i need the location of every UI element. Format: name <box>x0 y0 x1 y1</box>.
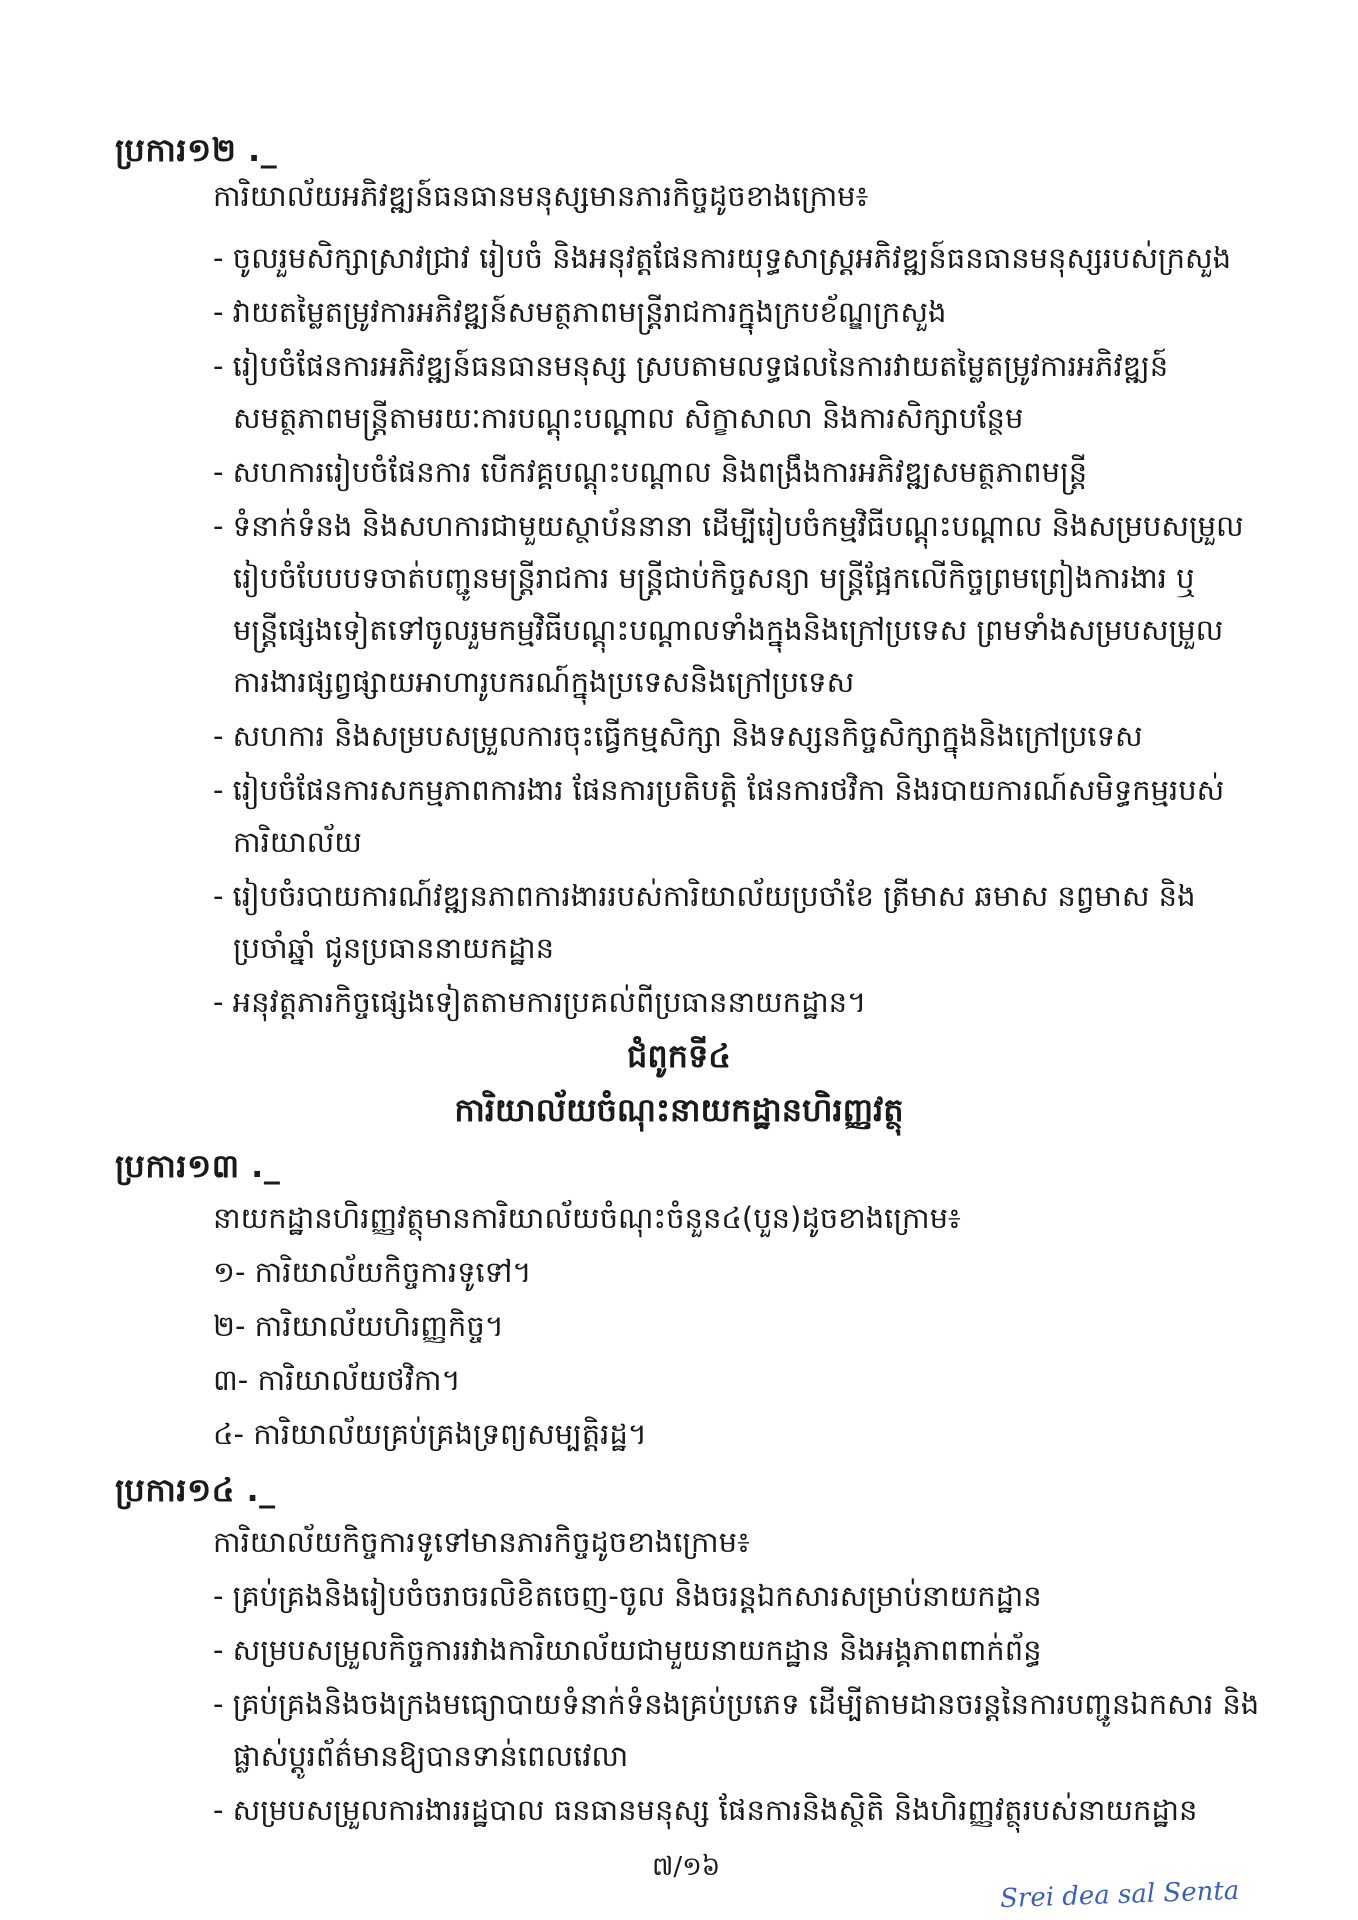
article-13-intro: នាយកដ្ឋានហិរញ្ញវត្ថុមានការិយាល័យចំណុះចំនួន៤(បួន)ដូចខាងក្រោម៖ <box>213 1201 961 1235</box>
article-14-line-1: - គ្រប់គ្រងនិងរៀបចំចរាចរលិខិតចេញ-ចូល និងចរន្តឯកសារសម្រាប់នាយកដ្ឋាន <box>213 1579 1042 1613</box>
chapter-number: ជំពូកទី៤ <box>627 1037 731 1075</box>
article-14-line-5: - សម្របសម្រួលការងាររដ្ឋបាល ធនធានមនុស្ស ផែនការនិងស្ថិតិ និងហិរញ្ញវត្ថុរបស់នាយកដ្ឋាន <box>213 1793 1198 1827</box>
article-13-item-4: ៤- ការិយាល័យគ្រប់គ្រងទ្រព្យសម្បត្តិរដ្ឋ។ <box>213 1417 647 1451</box>
article-13-item-1: ១- ការិយាល័យកិច្ចការទូទៅ។ <box>213 1255 532 1289</box>
article-12-line-10: - សហការ និងសម្របសម្រួលការចុះធ្វើកម្មសិក្សា និងទស្សនកិច្ចសិក្សាក្នុងនិងក្រៅប្រទេស <box>213 719 1143 753</box>
article-12-line-3: - រៀបចំផែនការអភិវឌ្ឍន៍ធនធានមនុស្ស ស្របតាមលទ្ធផលនៃការវាយតម្លៃតម្រូវការអភិវឌ្ឍន៍ <box>213 349 1169 383</box>
article-13-item-3: ៣- ការិយាល័យថវិកា។ <box>213 1363 461 1397</box>
article-12-line-15: - អនុវត្តភារកិច្ចផ្សេងទៀតតាមការប្រគល់ពីប្រធាននាយកដ្ឋាន។ <box>213 985 867 1019</box>
article-14-line-2: - សម្របសម្រួលកិច្ចការរវាងការិយាល័យជាមួយនាយកដ្ឋាន និងអង្គភាពពាក់ព័ន្ធ <box>213 1633 1042 1667</box>
article-12-line-9: ការងារផ្សព្វផ្សាយអាហារូបករណ៍ក្នុងប្រទេសនិងក្រៅប្រទេស <box>233 665 855 699</box>
handwritten-signature: Srei dea sal Senta <box>999 1875 1240 1915</box>
article-12-line-14: ប្រចាំឆ្នាំ ជូនប្រធាននាយកដ្ឋាន <box>233 931 555 965</box>
article-12-line-2: - វាយតម្លៃតម្រូវការអភិវឌ្ឍន៍សមត្ថភាពមន្ត្រីរាជការក្នុងក្របខ័ណ្ឌក្រសួង <box>213 295 947 329</box>
article-12-line-13: - រៀបចំរបាយការណ៍វឌ្ឍនភាពការងាររបស់ការិយាល័យប្រចាំខែ ត្រីមាស ឆមាស នព្វមាស និង <box>213 879 1196 913</box>
article-12-title: ប្រការ១២ ._ <box>115 131 278 169</box>
article-12-line-11: - រៀបចំផែនការសកម្មភាពការងារ ផែនការប្រតិបត្តិ ផែនការថវិកា និងរបាយការណ៍សមិទ្ធកម្មរបស់ <box>213 773 1225 807</box>
article-12-intro: ការិយាល័យអភិវឌ្ឍន៍ធនធានមនុស្សមានភារកិច្ចដូចខាងក្រោម៖ <box>213 179 869 213</box>
article-12-line-4: សមត្ថភាពមន្ត្រីតាមរយៈការបណ្តុះបណ្តាល សិក្ខាសាលា និងការសិក្សាបន្ថែម <box>233 401 1024 435</box>
article-13-title: ប្រការ១៣ ._ <box>115 1147 281 1185</box>
chapter-title: ការិយាល័យចំណុះនាយកដ្ឋានហិរញ្ញវត្ថុ <box>454 1091 904 1129</box>
article-12-line-5: - សហការរៀបចំផែនការ បើកវគ្គបណ្តុះបណ្តាល និងពង្រឹងការអភិវឌ្ឍសមត្ថភាពមន្ត្រី <box>213 455 1088 489</box>
article-12-line-1: - ចូលរួមសិក្សាស្រាវជ្រាវ រៀបចំ និងអនុវត្តផែនការយុទ្ធសាស្ត្រអភិវឌ្ឍន៍ធនធានមនុស្សរបស់ក្រសួង <box>213 241 1232 275</box>
article-12-line-7: រៀបចំបែបបទចាត់បញ្ជូនមន្ត្រីរាជការ មន្ត្រីជាប់កិច្ចសន្យា មន្ត្រីផ្អែកលើកិច្ចព្រមព្រៀងការងារ ឬ <box>233 561 1195 595</box>
article-12-line-12: ការិយាល័យ <box>233 825 362 859</box>
article-12-line-6: - ទំនាក់ទំនង និងសហការជាមួយស្ថាប័ននានា ដើម្បីរៀបចំកម្មវិធីបណ្តុះបណ្តាល និងសម្របសម្រួល <box>213 509 1244 543</box>
article-14-intro: ការិយាល័យកិច្ចការទូទៅមានភារកិច្ចដូចខាងក្រោម៖ <box>213 1525 750 1559</box>
page-number: ៧/១៦ <box>652 1852 721 1882</box>
article-14-title: ប្រការ១៤ ._ <box>115 1471 276 1509</box>
article-14-line-4: ផ្លាស់ប្តូរព័ត៌មានឱ្យបានទាន់ពេលវេលា <box>233 1739 629 1773</box>
article-12-line-8: មន្ត្រីផ្សេងទៀតទៅចូលរួមកម្មវិធីបណ្តុះបណ្តាលទាំងក្នុងនិងក្រៅប្រទេស ព្រមទាំងសម្របសម្រួល <box>233 613 1224 647</box>
article-14-line-3: - គ្រប់គ្រងនិងចងក្រងមធ្យោបាយទំនាក់ទំនងគ្រប់ប្រភេទ ដើម្បីតាមដានចរន្តនៃការបញ្ជូនឯកសារ និង <box>213 1687 1260 1721</box>
article-13-item-2: ២- ការិយាល័យហិរញ្ញកិច្ច។ <box>213 1309 504 1343</box>
